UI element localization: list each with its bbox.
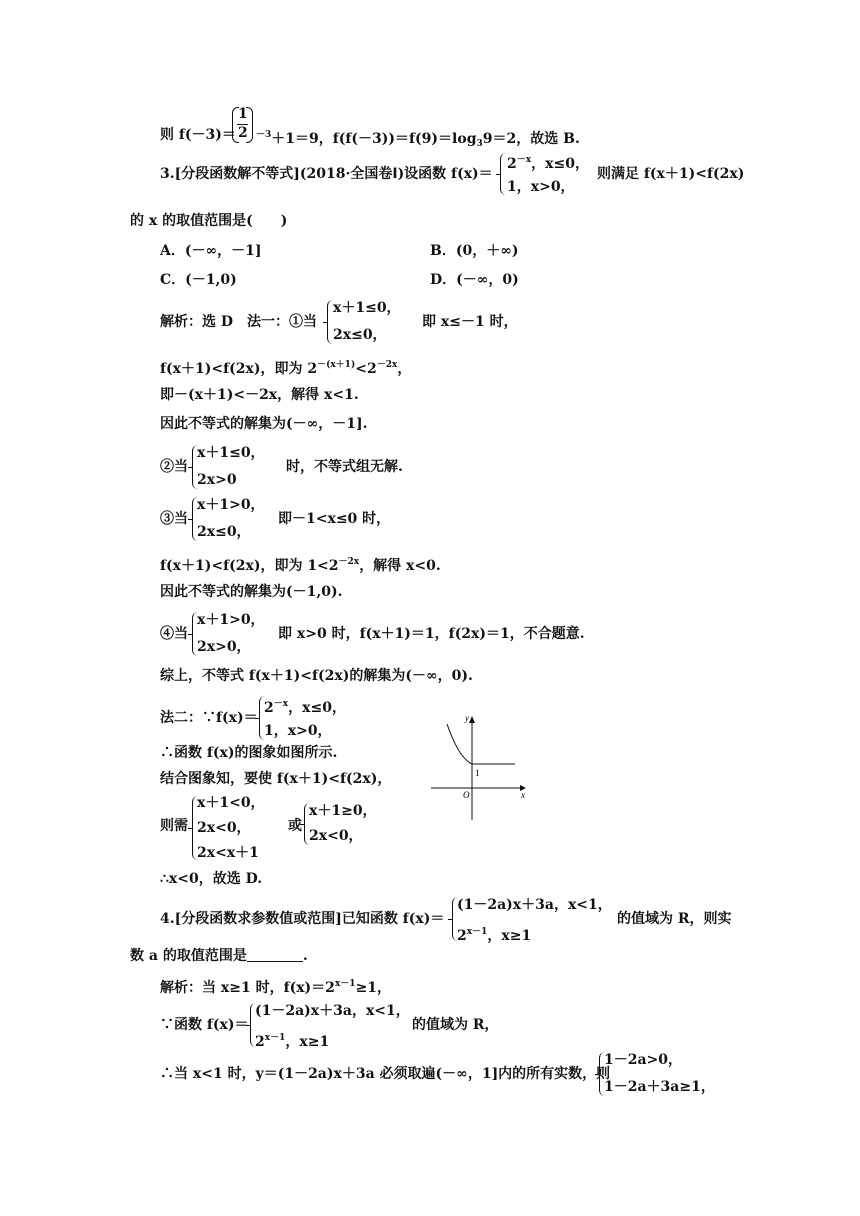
curve-exponential <box>447 724 472 764</box>
condition: 2x≤0， <box>333 327 387 343</box>
option-b: B．(0，＋∞) <box>430 243 519 259</box>
case-1: (1－2a)x＋3a，x<1， <box>255 1003 410 1019</box>
condition: 2x>0 <box>197 472 237 488</box>
requirement-label: 则需 <box>160 818 188 834</box>
condition: x＋1>0， <box>197 497 265 513</box>
case-2: 1，x>0， <box>507 179 575 195</box>
solution-line: ∴函数 f(x)的图象如图所示. <box>160 745 338 761</box>
condition: 1，x>0， <box>264 723 332 739</box>
question-4-line2: 数 a 的取值范围是 . <box>130 948 308 964</box>
method-2: 法二：∵f(x)＝ <box>160 710 258 726</box>
condition: x＋1>0， <box>197 612 265 628</box>
case-label: ②当 <box>160 459 188 475</box>
y-label: y <box>465 713 469 723</box>
solution-line: f(x＋1)<f(2x)，即为 $1<2^{-2x}$，解得 x<0. <box>160 557 441 574</box>
condition: 2x≤0， <box>197 524 251 540</box>
solution-line: 因此不等式的解集为(－∞，－1]. <box>160 416 368 432</box>
case-2: $2^{x-1}$，x≥1 <box>457 927 532 944</box>
solution-4-line: ∴当 x<1 时，y＝(1－2a)x＋3a 必须取遍(－∞，1]内的所有实数，则 <box>160 1066 611 1082</box>
or-label: 或 <box>288 818 302 834</box>
solution-4-line: ∵函数 f(x)＝ <box>160 1017 249 1033</box>
question-4-tail: 的值域为 R，则实 <box>617 911 732 927</box>
condition-result: 即－1<x≤0 时， <box>278 511 391 527</box>
x-label: x <box>521 790 525 800</box>
origin-label: O <box>463 790 470 800</box>
condition: 2x<x＋1 <box>197 845 259 861</box>
condition-result: 的值域为 R， <box>412 1017 499 1033</box>
condition-result: 时，不等式组无解. <box>286 459 403 475</box>
line-conclusion: 则 f(－3)＝ <box>160 127 236 143</box>
answer-blank[interactable] <box>247 949 303 962</box>
option-c: C．(－1,0) <box>160 272 237 288</box>
solution-start: 解析：选 D 法一：①当 <box>160 314 318 330</box>
condition: x＋1≥0， <box>309 803 377 819</box>
solution-line: 结合图象知，要使 f(x＋1)<f(2x)， <box>160 771 392 787</box>
solution-line: 因此不等式的解集为(－1,0). <box>160 584 343 600</box>
brace <box>500 153 506 195</box>
condition: x＋1≤0， <box>197 445 265 461</box>
condition-result: 即 x≤－1 时， <box>422 314 518 330</box>
fraction-numerator: 1 <box>238 106 248 122</box>
question-4-stem: 4.[分段函数求参数值或范围]已知函数 f(x)＝ <box>160 911 445 927</box>
solution-line: ∴x<0，故选 D. <box>160 871 263 887</box>
option-d: D．(－∞，0) <box>430 272 519 288</box>
line-conclusion-rest: $^{-3}$＋1＝9，$f(f(-3))=f(9)=\log_39=2$，故选 B. <box>256 130 580 149</box>
condition: 2x>0， <box>197 639 251 655</box>
case-label: ③当 <box>160 511 188 527</box>
condition: 2x<0， <box>197 820 251 836</box>
one-label: 1 <box>475 768 480 778</box>
paren-right <box>246 107 253 143</box>
condition: x＋1<0， <box>197 795 265 811</box>
question-3-line2: 的 x 的取值范围是( ) <box>130 213 288 229</box>
option-a: A．(－∞，－1] <box>160 243 262 259</box>
condition-result: 即 x>0 时，f(x＋1)＝1，f(2x)＝1，不合题意. <box>278 626 585 642</box>
condition: 2x<0， <box>309 828 363 844</box>
solution-line: 综上，不等式 f(x＋1)<f(2x)的解集为(－∞，0). <box>160 668 473 684</box>
solution-line: f(x＋1)<f(2x)，即为 $2^{-(x+1)}<2^{-2x}$， <box>160 360 412 377</box>
case-label: ④当 <box>160 626 188 642</box>
condition: 1－2a>0， <box>604 1052 683 1068</box>
fraction-denominator: 2 <box>238 125 248 141</box>
case-2: $2^{x-1}$，x≥1 <box>255 1033 330 1050</box>
condition: 1－2a＋3a≥1， <box>604 1079 715 1095</box>
condition: x＋1≤0， <box>333 300 401 316</box>
function-graph <box>425 712 535 824</box>
question-3-stem: 3.[分段函数解不等式](2018·全国卷Ⅰ)设函数 f(x)＝ <box>160 166 493 182</box>
question-3-tail: 则满足 f(x＋1)<f(2x) <box>597 166 745 182</box>
y-axis-arrow <box>469 716 475 723</box>
case-1: (1－2a)x＋3a，x<1， <box>457 897 612 913</box>
solution-line: 即－(x＋1)<－2x，解得 x<1. <box>160 387 359 403</box>
solution-4-line: 解析：当 x≥1 时，$f(x)=2^{x-1}\ge 1$， <box>160 979 392 996</box>
case-1: $2^{-x}$，x≤0， <box>507 155 589 172</box>
condition: $2^{-x}$，x≤0， <box>264 699 346 716</box>
